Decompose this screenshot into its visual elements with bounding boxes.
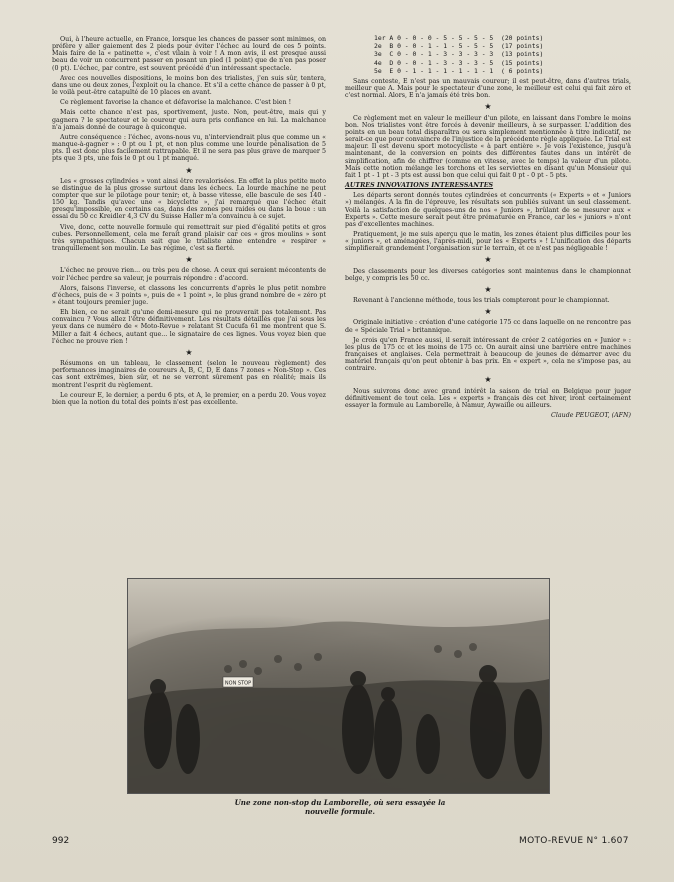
paragraph: Des classements pour les diverses catégories sont maintenus dans le championnat belge, y compris les 50 cc. [345,267,631,282]
paragraph: Sans conteste, E n'est pas un mauvais coureur; il est peut-être, dans d'autres trials, meilleur que A. Mais pour le spectateur d'une zone, le meilleur est celui qui fait zéro et c'est normal. Alors, E n'a jamais été très bon. [345,78,631,100]
paragraph: Le coureur E, le dernier, a perdu 6 pts, et A, le premier, en a perdu 20. Vous voyez bien que la notion du total des points n'est pas excellente. [52,391,326,406]
left-column [52,36,326,409]
star-separator-icon: ★ [185,255,193,265]
trial-photo [127,578,550,794]
results-row: 2e B 0 - 0 - 1 - 1 - 5 - 5 - 5 (17 points) [374,42,544,51]
paragraph: Eh bien, ce ne serait qu'une demi-mesure qui ne prouverait pas totalement. Pas convaincu ? Vous allez l'être définitivement. Les résultats détaillés que j'ai sous les yeux dans ce numéro de « Moto-Revue » relatant St Cucufa 61 me montrent que S. Miller a fait 4 échecs, autant que... le signataire de ces lignes. Vous voyez bien que l'échec ne prouve rien ! [52,309,326,345]
caption-line: nouvelle formule. [305,807,375,816]
paragraph: Originale initiative : création d'une catégorie 175 cc dans laquelle on ne rencontre pas de « Spéciale Trial » britannique. [345,319,631,334]
paragraph: L'échec ne prouve rien... ou très peu de chose. A ceux qui seraient mécontents de voir l'échec perdre sa valeur, je pourrais répondre : d'accord. [52,267,326,282]
star-separator-icon: ★ [185,165,193,175]
paragraph: Vive, donc, cette nouvelle formule qui remettrait sur pied d'égalité petits et gros cubes. Personnellement, cela me ferait grand plaisir car ces « gros moulins » sont très sympathiques. Chacun sait que le trialiste aime entendre « respirer » tranquillement son moulin. Le bas régime, c'est sa fierté. [52,223,326,253]
paragraph: Nous suivrons donc avec grand intérêt la saison de trial en Belgique pour juger définitivement de tout cela. Les « experts » français dès cet hiver, iront certainement essayer la formule au Lamborelle, à Namur, Aywaille ou ailleurs. [345,387,631,409]
paragraph: Pratiquement, je me suis aperçu que le matin, les zones étaient plus difficiles pour les « juniors », et aménagées, l'après-midi, pour les « Experts » ! L'unification des départs simplifierait grandement l'organisation sur le terrain, et ce n'est pas négligeable ! [345,230,631,253]
paragraph: Ce règlement met en valeur le meilleur d'un pilote, en laissant dans l'ombre le moins bon. Nos trialistes vont être forcés à devenir meilleurs, à se surpasser. L'addition des points en un beau total disparaîtra ou sera simplement mentionnée à titre indicatif, ne serait-ce que pour convaincre de l'injustice de la précédente règle appliquée. Le Trial est majeur. Il est devenu sport motocycliste « à part entière ». Je vois l'existence, jusqu'à maintenant, de la conversion en points des différentes fautes dans un intérêt de simplification, afin de chiffrer (comme en vitesse, avec le temps) la valeur d'un pilote. Mais cette notion mélange les torchons et les serviettes en disant qu'un Monsieur qui fait 1 pt - 1 pt - 3 pts est aussi bon que celui qui fait 0 pt - 0 pt - 5 pts. [345,114,631,179]
paragraph: Les départs seront donnés toutes cylindrées et concurrents (« Experts » et « Juniors ») mélangés. A la fin de l'épreuve, les résultats son publiés suivant un seul classement. Voilà la satisfaction de quelques-uns de nos « Juniors », brûlant de se mesurer aux « Experts ». Cette mesure serait peut être prématurée en France, car les « juniors » n'ont pas d'excellentes machines. [345,192,631,228]
paragraph: Avec ces nouvelles dispositions, le moins bon des trialistes, j'en suis sûr, tentera, dans une ou deux zones, l'exploit ou la chance. Et s'il a cette chance de passer à 0 pt, le voilà peut-être catapulté de 10 places en avant. [52,74,326,97]
results-row: 3e C 0 - 0 - 1 - 3 - 3 - 3 - 3 (13 points) [374,50,544,59]
right-column [345,78,631,419]
paragraph: Mais cette chance n'est pas, sportivement, juste. Non, peut-être, mais qui y gagnera ? le spectateur et le coureur qui aura pris confiance en lui. La malchance n'a jamais donné de courage à quiconque. [52,109,326,131]
paragraph: Je crois qu'en France aussi, il serait intéressant de créer 2 catégories en « Junior » : les plus de 175 cc et les moins de 175 cc. On aurait ainsi une barrière entre machines françaises et anglaises. Cela permettrait à beaucoup de jeunes de démarrer avec du matériel français qu'on peut obtenir à bas prix. En « expert », cela ne s'impose pas, au contraire. [345,336,631,373]
author-signature: Claude PEUGEOT, (AFN) [551,412,631,420]
results-row: 4e D 0 - 0 - 1 - 3 - 3 - 3 - 5 (15 points) [374,58,544,67]
paragraph: Alors, faisons l'inverse, et classons les concurrents d'après le plus petit nombre d'échecs, puis de « 3 points », puis de « 1 point », le plus grand nombre de « zéro pt » étant toujours premier juge. [52,284,326,306]
paragraph: Les « grosses cylindrées » vont ainsi être revalorisées. En effet la plus petite moto se distingue de la plus grosse surtout dans les échecs. La lourde machine ne peut compter que sur le pilotage pour tenir; et, à basse vitesse, elle bascule de ses 140 - 150 kg. Tandis qu'avec une « bicyclette », j'ai remarqué que l'échec était presqu'impossible, en certains cas, dans des zones peu raides ou dans la boue : un essai du 50 cc Kreidler 4,3 CV du Suisse Haller m'a convaincu à ce sujet. [52,177,326,221]
paragraph: Ce règlement favorise la chance et défavorise la malchance. C'est bien ! [60,99,292,107]
section-heading: AUTRES INNOVATIONS INTERESSANTES [345,182,494,190]
results-row: 5e E 0 - 1 - 1 - 1 - 1 - 1 - 1 ( 6 points) [374,66,544,75]
results-table [374,34,543,75]
star-separator-icon: ★ [484,284,492,294]
star-separator-icon: ★ [185,347,193,357]
paragraph: Oui, à l'heure actuelle, en France, lorsque les chances de passer sont minimes, on préfère y aller gaiement des 2 pieds pour éviter l'échec au lourd de ces 5 points. Mais faire de la « patinette », c'est vilain à voir ! A mon avis, il est presque aussi beau de voir un concurrent passer en posant un pied (1 point) que de n'en pas poser (0 pt). L'échec, par contre, est souvent précédé d'un intéressant spectacle. [52,36,326,72]
star-separator-icon: ★ [484,307,492,317]
caption-line: Une zone non-stop du Lamborelle, où sera essayée la [234,798,446,807]
photo-scene [128,579,549,793]
star-separator-icon: ★ [484,255,492,265]
magazine-issue: MOTO-REVUE N° 1.607 [519,836,629,846]
star-separator-icon: ★ [484,102,492,112]
star-separator-icon: ★ [484,375,492,385]
page-number: 992 [52,836,70,846]
paragraph: Résumons en un tableau, le classement (selon le nouveau règlement) des performances imaginaires de coureurs A, B, C, D, E dans 7 zones « Non-Stop ». Ces cas sont extrêmes, bien sûr, et ne se verront sûrement pas en réalité; mais ils montrent l'esprit du règlement. [52,360,326,389]
paragraph: Revenant à l'ancienne méthode, tous les trials compteront pour le championnat. [353,297,610,305]
banner-text: NON STOP [224,680,252,687]
paragraph: Autre conséquence : l'échec, avons-nous vu, n'interviendrait plus que comme un « manque-à-gagner » : 0 pt ou 1 pt, et non plus comme une lourde pénalisation de 5 pts. Il est donc plus facilement rattrapable. Et il ne sera pas plus grave de marquer 5 pts que 3 pts, une fois le 0 pt ou 1 pt manqué. [52,133,326,163]
results-row: 1er A 0 - 0 - 0 - 5 - 5 - 5 - 5 (20 points) [374,34,544,42]
photo-caption [200,798,480,816]
